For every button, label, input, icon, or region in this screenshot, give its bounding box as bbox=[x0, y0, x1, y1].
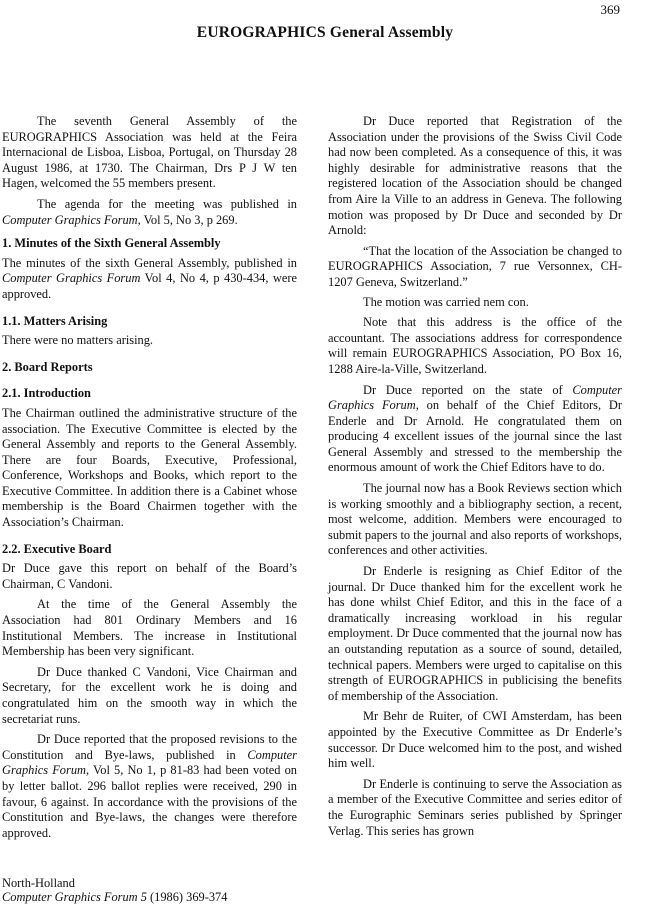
journal-title: Computer Graphics Forum bbox=[2, 271, 141, 286]
section-heading-matters-arising: 1.1. Matters Arising bbox=[2, 313, 108, 328]
motion-quote: “That the location of the Association be changed to EUROGRAPHICS Association, 7 rue Versonnex, CH-1207 Geneva, Switzerland.” bbox=[328, 243, 622, 289]
page-title: EUROGRAPHICS General Assembly bbox=[196, 24, 454, 41]
section-heading-introduction: 2.1. Introduction bbox=[2, 386, 91, 401]
successor-paragraph: Mr Behr de Ruiter, of CWI Amsterdam, has been appointed by the Executive Committee as Dr Enderle’s successor. Dr Duce welcomed him to the post, and wished him well. bbox=[328, 709, 622, 771]
footer-citation: Computer Graphics Forum 5 (1986) 369-374 bbox=[2, 890, 228, 904]
journal-report-paragraph: Dr Duce reported on the state of Computer Graphics Forum, on behalf of the Chief Editors, Dr Enderle and Dr Arnold. He congratulated them on producing 4 excellent issues of the journal since the last General Assembly and stressed to the membership the enormous amount of work the Chief Editors have to do. bbox=[328, 382, 622, 475]
section-heading-executive-board: 2.2. Executive Board bbox=[2, 541, 112, 556]
enderle-continuing-paragraph: Dr Enderle is continuing to serve the Association as a member of the Executive Committee and series editor of the Eurographic Seminars series published by Springer Verlag. This series has grown bbox=[328, 776, 622, 838]
section-heading-board-reports: 2. Board Reports bbox=[2, 359, 93, 374]
executive-paragraph-2: At the time of the General Assembly the Association had 801 Ordinary Members and 16 Institutional Members. The increase in Institutional Membership has been very significant. bbox=[2, 597, 297, 659]
page-number: 369 bbox=[600, 2, 620, 17]
right-column bbox=[328, 114, 622, 844]
executive-paragraph-3: Dr Duce thanked C Vandoni, Vice Chairman and Secretary, for the excellent work he is doing and congratulated him on the smooth way in which the secretariat runs. bbox=[2, 664, 297, 726]
journal-title: Computer Graphics Forum bbox=[328, 382, 622, 413]
book-reviews-paragraph: The journal now has a Book Reviews section which is working smoothly and a bibliography section, a recent, most welcome, addition. Members were encouraged to submit papers to the journal and also reports of workshops, conferences and other activities. bbox=[328, 481, 622, 558]
left-column bbox=[2, 114, 297, 846]
address-paragraph: Note that this address is the office of the accountant. The associations address for correspondence will remain EUROGRAPHICS Association, PO Box 16, 1288 Aire-la-Ville, Switzerland. bbox=[328, 315, 622, 376]
motion-result: The motion was carried nem con. bbox=[363, 294, 529, 309]
executive-paragraph-4: Dr Duce reported that the proposed revisions to the Constitution and Bye-laws, published in Computer Graphics Forum, Vol 5, No 1, p 81-83 had been voted on by letter ballot. 296 ballot replies were received, 290 in favour, 6 against. In accordance with the provisions of the Constitution and Bye-laws, the changes were therefore approved. bbox=[2, 732, 297, 840]
executive-paragraph-1: Dr Duce gave this report on behalf of the Board’s Chairman, C Vandoni. bbox=[2, 561, 297, 591]
journal-title: Computer Graphics Forum bbox=[2, 212, 138, 227]
minutes-paragraph: The minutes of the sixth General Assembly, published in Computer Graphics Forum Vol 4, No 4, p 430-434, were approved. bbox=[2, 255, 298, 301]
enderle-resigning-paragraph: Dr Enderle is resigning as Chief Editor of the journal. Dr Duce thanked him for the excellent work he has done whilst Chief Editor, and this in the face of a dramatically increasing workload in his regular employment. Dr Duce commented that the journal now has an outstanding reputation as a source of sound, detailed, technical papers. Members were urged to capitalise on this strength of EUROGRAPHICS in publicising the benefits of membership of the Association. bbox=[328, 564, 622, 703]
agenda-paragraph: The agenda for the meeting was published in Computer Graphics Forum, Vol 5, No 3, p 269. bbox=[2, 196, 297, 227]
footer-publisher: North-Holland bbox=[2, 876, 75, 890]
matters-paragraph: There were no matters arising. bbox=[2, 333, 154, 348]
journal-title: Computer Graphics Forum bbox=[2, 747, 297, 778]
footer bbox=[2, 876, 227, 904]
introduction-paragraph: The Chairman outlined the administrative structure of the association. The Executive Committee is elected by the General Assembly and reports to the General Assembly. There are four Boards, Executive, Professional, Conference, Workshops and Books, which report to the Executive Committee. In addition there is a Cabinet whose membership is the Board Chairmen together with the Association’s Chairman. bbox=[2, 405, 297, 530]
registration-paragraph: Dr Duce reported that Registration of the Association under the provisions of the Swiss Civil Code had now been completed. As a consequence of this, it was highly desirable for administrative reasons that the registered location of the Association should be changed from Aire la Ville to an address in Geneva. The following motion was proposed by Dr Duce and seconded by Dr Arnold: bbox=[328, 114, 622, 238]
intro-paragraph: The seventh General Assembly of the EUROGRAPHICS Association was held at the Feira Internacional de Lisboa, Lisboa, Portugal, on Thursday 28 August 1986, at 1730. The Chairman, Drs P J W ten Hagen, welcomed the 55 members present. bbox=[2, 114, 297, 191]
section-heading-minutes: 1. Minutes of the Sixth General Assembly bbox=[2, 236, 221, 251]
